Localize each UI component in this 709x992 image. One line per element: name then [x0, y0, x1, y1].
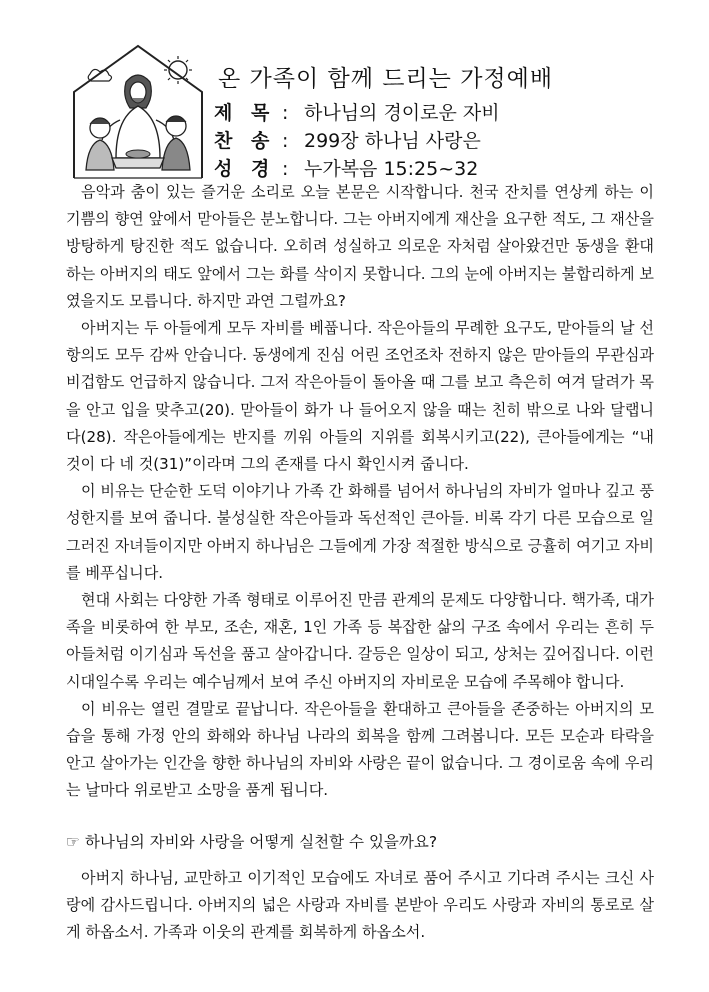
- sermon-paragraph: 아버지는 두 아들에게 모두 자비를 베풉니다. 작은아들의 무례한 요구도, 맏아들의 날 선 항의도 모두 감싸 안습니다. 동생에게 진심 어린 조언조차 전하지 않은 맏아들의 무관심과 비겁함도 언급하지 않습니다. 그저 작은아들이 돌아올 때 그를 보고 측은히 여겨 달려가 목을 안고 입을 맞추고(20). 맏아들이 화가 나 들어오지 않을 때는 친히 밖으로 나와 달랩니다(28). 작은아들에게는 반지를 끼워 아들의 지위를 회복시키고(22), 큰아들에게는 “내 것이 다 네 것(31)”이라며 그의 존재를 다시 확인시켜 줍니다.: [66, 319, 654, 474]
- family-worship-illustration: [68, 40, 208, 180]
- hymn-label: 찬 송: [214, 130, 276, 152]
- sermon-title-value: 하나님의 경이로운 자비: [304, 102, 500, 124]
- sermon-title-row: [214, 98, 500, 125]
- question-text: 하나님의 자비와 사랑을 어떻게 실천할 수 있을까요?: [84, 833, 438, 851]
- hymn-value: 299장 하나님 사랑은: [304, 130, 481, 152]
- closing-prayer: [66, 865, 654, 947]
- scripture-row: [214, 154, 478, 181]
- worship-title: 온 가족이 함께 드리는 가정예배: [218, 66, 554, 92]
- sermon-paragraph: 이 비유는 단순한 도덕 이야기나 가족 간 화해를 넘어서 하나님의 자비가 얼마나 깊고 풍성한지를 보여 줍니다. 불성실한 작은아들과 독선적인 큰아들. 비록 각기 다른 모습으로 일그러진 자녀들이지만 아버지 하나님은 그들에게 가장 적절한 방식으로 긍휼히 여기고 자비를 베푸십니다.: [66, 482, 654, 582]
- scripture-label: 성 경: [214, 158, 276, 180]
- colon: :: [282, 130, 289, 152]
- hymn-row: [214, 126, 481, 153]
- pointing-hand-icon: ☞: [66, 833, 80, 851]
- sermon-body: [66, 179, 654, 805]
- sermon-paragraph: 음악과 춤이 있는 즐거운 소리로 오늘 본문은 시작합니다. 천국 잔치를 연상케 하는 이 기쁨의 향연 앞에서 맏아들은 분노합니다. 그는 아버지에게 재산을 요구한 적도, 그 재산을 방탕하게 탕진한 적도 없습니다. 오히려 성실하고 의로운 자처럼 살아왔건만 동생을 환대하는 아버지의 태도 앞에서 그는 화를 삭이지 못합니다. 그의 눈에 아버지는 불합리하게 보였을지도 모릅니다. 하지만 과연 그럴까요?: [66, 183, 654, 310]
- sermon-title-label: 제 목: [214, 102, 276, 124]
- worship-header: [0, 0, 709, 180]
- colon: :: [282, 158, 289, 180]
- prayer-text: 아버지 하나님, 교만하고 이기적인 모습에도 자녀로 품어 주시고 기다려 주시는 크신 사랑에 감사드립니다. 아버지의 넓은 사랑과 자비를 본받아 우리도 사랑과 자비의 통로로 살게 하옵소서. 가족과 이웃의 관계를 회복하게 하옵소서.: [66, 869, 654, 942]
- sermon-paragraph: 현대 사회는 다양한 가족 형태로 이루어진 만큼 관계의 문제도 다양합니다. 핵가족, 대가족을 비롯하여 한 부모, 조손, 재혼, 1인 가족 등 복잡한 삶의 구조 속에서 우리는 흔히 두 아들처럼 이기심과 독선을 품고 살아갑니다. 갈등은 일상이 되고, 상처는 깊어집니다. 이런 시대일수록 우리는 예수님께서 보여 주신 아버지의 자비로운 모습에 주목해야 합니다.: [66, 591, 654, 691]
- colon: :: [282, 102, 289, 124]
- sermon-paragraph: 이 비유는 열린 결말로 끝납니다. 작은아들을 환대하고 큰아들을 존중하는 아버지의 모습을 통해 가정 안의 화해와 하나님 나라의 회복을 함께 그려봅니다. 모든 모순과 타락을 안고 살아가는 인간을 향한 하나님의 자비와 사랑은 끝이 없습니다. 그 경이로움 속에 우리는 날마다 위로받고 소망을 품게 됩니다.: [66, 699, 654, 800]
- reflection-question: [66, 829, 654, 856]
- scripture-value: 누가복음 15:25~32: [304, 158, 479, 180]
